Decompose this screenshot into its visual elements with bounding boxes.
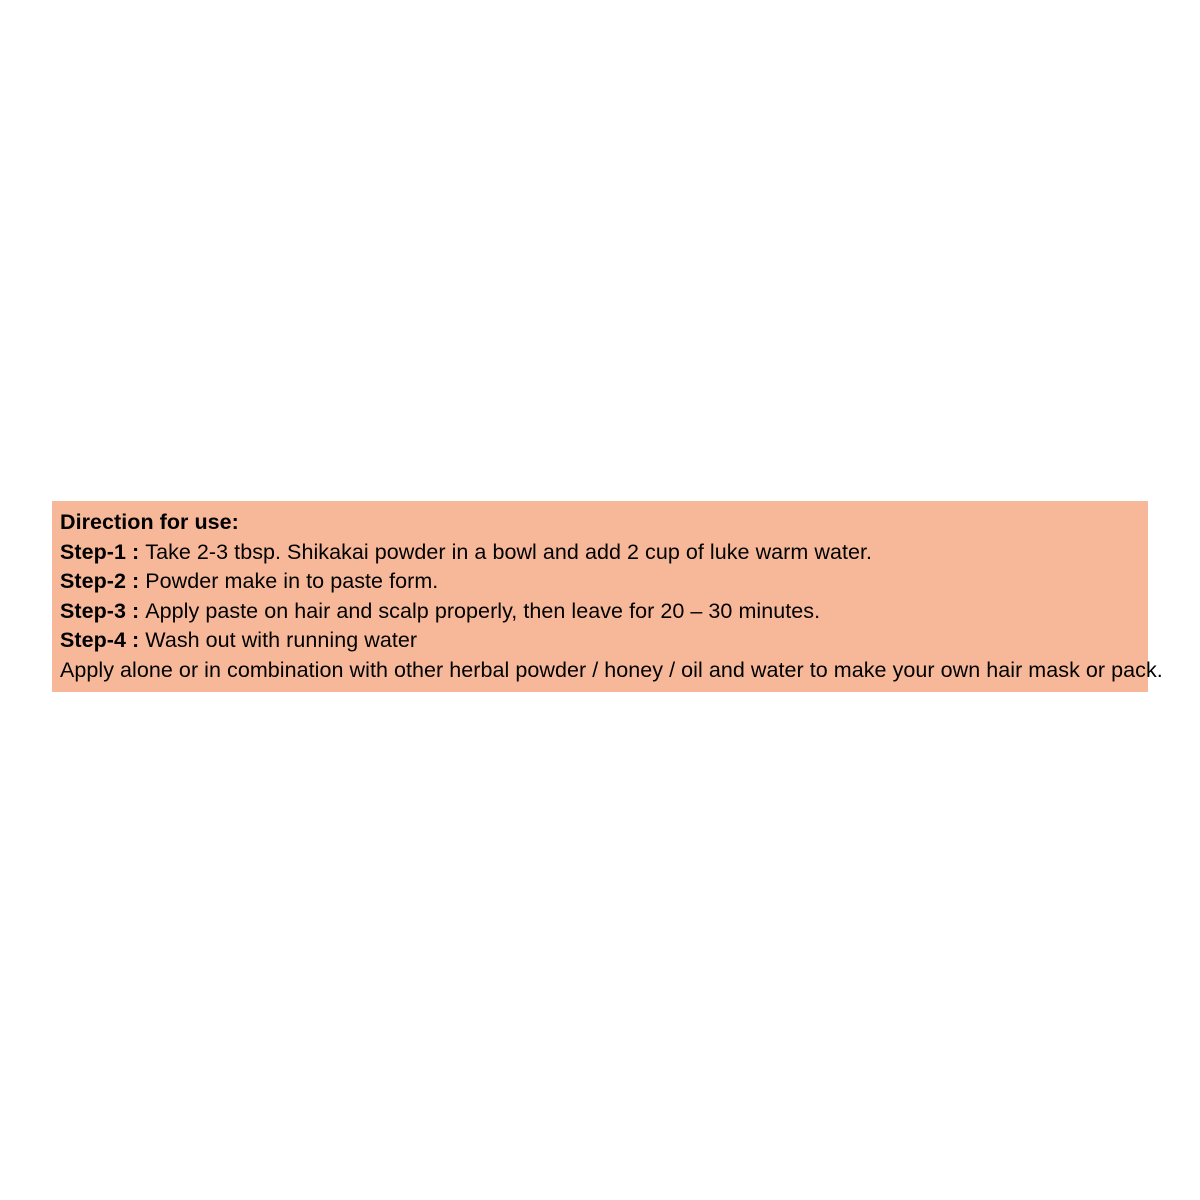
step-3-label: Step-3 xyxy=(60,598,127,623)
step-2-label: Step-2 xyxy=(60,569,127,593)
step-2-text: Powder make in to paste form. xyxy=(145,569,439,593)
step-1-label: Step-1 xyxy=(60,539,127,564)
directions-for-use-panel xyxy=(52,501,1163,692)
step-4-label: Step-4 xyxy=(60,628,127,652)
step-line-2 xyxy=(60,567,1140,597)
step-2-separator: : xyxy=(126,569,146,593)
directions-heading: Direction for use: xyxy=(60,510,239,534)
step-line-1 xyxy=(60,538,1140,568)
step-3-text: Apply paste on hair and scalp properly, then leave for 20 – 30 minutes. xyxy=(145,598,821,623)
step-1-text: Take 2-3 tbsp. Shikakai powder in a bowl and add 2 cup of luke warm water. xyxy=(145,539,873,564)
step-1-separator: : xyxy=(126,539,146,564)
step-line-4 xyxy=(60,626,1140,656)
step-4-text: Wash out with running water xyxy=(145,628,418,652)
step-4-separator: : xyxy=(126,628,146,652)
step-line-3 xyxy=(60,597,1140,627)
directions-footer-note: Apply alone or in combination with other herbal powder / honey / oil and water to make your own hair mask or pack. xyxy=(60,657,1163,682)
step-3-separator: : xyxy=(126,598,146,623)
